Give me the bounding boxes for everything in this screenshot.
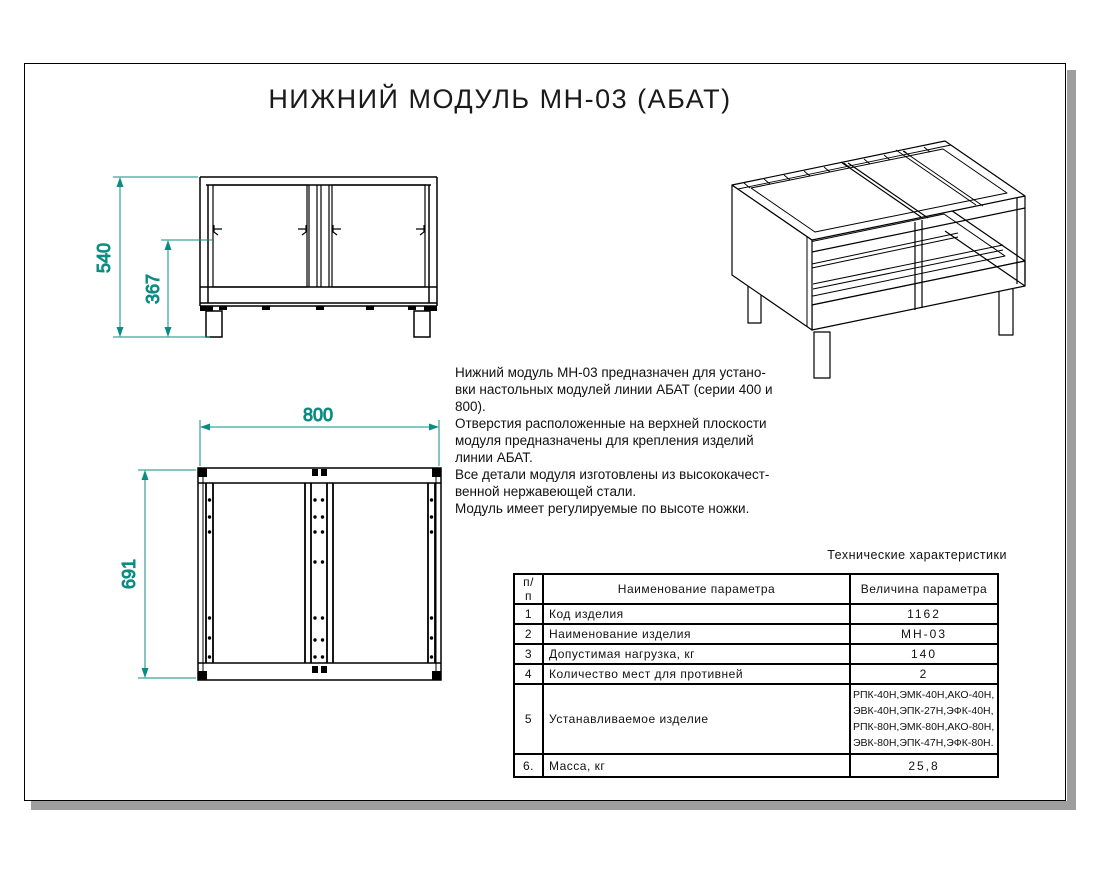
description-line: линии АБАТ. [455, 450, 533, 465]
parameter-name-cell: Код изделия [543, 604, 850, 624]
page-shadow-bottom [31, 801, 1076, 810]
table-header-row [514, 574, 998, 604]
parameter-value-cell [850, 644, 998, 664]
parameter-name-cell: Масса, кг [543, 754, 850, 777]
page-title: НИЖНИЙ МОДУЛЬ МН-03 (АБАТ) [268, 84, 732, 114]
header-value: Величина параметра [850, 574, 998, 604]
table-row [514, 684, 998, 754]
row-number-cell: 2 [514, 624, 543, 644]
parameter-name-cell: Допустимая нагрузка, кг [543, 644, 850, 664]
description-block [455, 364, 785, 517]
value-line: 1162 [907, 607, 941, 621]
dimension-label-540: 540 [94, 242, 114, 274]
table-title: Технические характеристики [827, 548, 1007, 562]
dimension-label-800: 800 [302, 405, 334, 425]
value-line: РПК-40Н,ЭМК-40Н,АКО-40Н, [853, 689, 995, 701]
value-line: 2 [919, 667, 929, 681]
parameter-value-cell [850, 604, 998, 624]
table-row [514, 604, 998, 624]
value-line: ЭВК-80Н,ЭПК-47Н,ЭФК-80Н. [853, 737, 994, 749]
value-line: РПК-80Н,ЭМК-80Н,АКО-80Н, [853, 721, 995, 733]
value-line: 140 [910, 647, 938, 661]
parameter-value-cell [850, 754, 998, 777]
value-line: МН-03 [900, 627, 947, 641]
description-line: Модуль имеет регулируемые по высоте ножки. [455, 501, 750, 516]
parameter-name-cell: Наименование изделия [543, 624, 850, 644]
description-line: модуля предназначены для крепления изделий [455, 433, 754, 448]
header-name: Наименование параметра [543, 574, 850, 604]
row-number-cell: 6. [514, 754, 543, 777]
parameter-value-cell [850, 624, 998, 644]
table-row [514, 754, 998, 777]
parameter-value-cell [850, 664, 998, 684]
parameter-name-cell: Устанавливаемое изделие [543, 684, 850, 754]
dimension-label-691: 691 [119, 558, 139, 590]
table-row [514, 644, 998, 664]
description-line: Нижний модуль МН-03 предназначен для устано- [455, 365, 766, 380]
header-num: п/п [514, 574, 543, 604]
row-number-cell: 4 [514, 664, 543, 684]
description-line: вки настольных модулей линии АБАТ (серии 400 и [455, 382, 773, 397]
row-number-cell: 1 [514, 604, 543, 624]
row-number-cell: 3 [514, 644, 543, 664]
row-number-cell: 5 [514, 684, 543, 754]
parameter-name-cell: Количество мест для противней [543, 664, 850, 684]
description-line: 800). [455, 399, 486, 414]
description-line: венной нержавеющей стали. [455, 484, 637, 499]
page-shadow-right [1067, 70, 1076, 809]
parameter-value-cell [850, 684, 998, 754]
table-row [514, 664, 998, 684]
value-line: ЭВК-40Н,ЭПК-27Н,ЭФК-40Н, [853, 705, 994, 717]
description-line: Отверстия расположенные на верхней плоскости [455, 416, 767, 431]
spec-table [513, 573, 999, 778]
table-row [514, 624, 998, 644]
dimension-label-367: 367 [143, 273, 163, 305]
description-line: Все детали модуля изготовлены из высококачест- [455, 467, 770, 482]
value-line: 25,8 [908, 758, 940, 773]
